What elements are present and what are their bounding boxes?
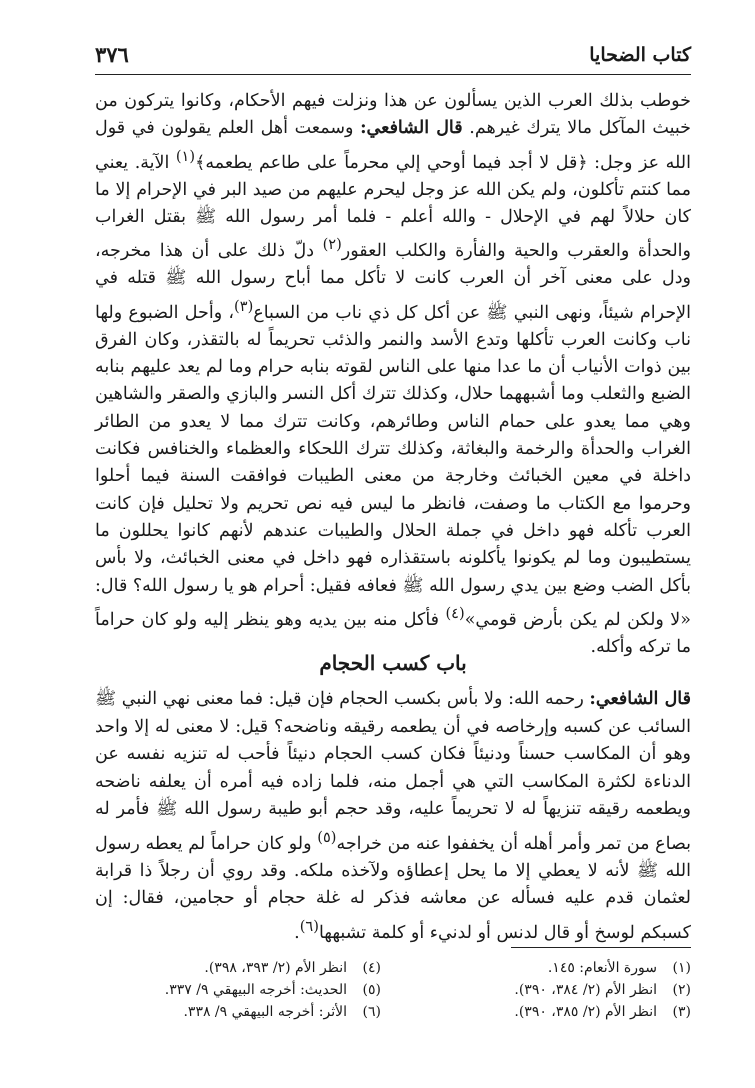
footnote-text: انظر الأم (٢/ ٣٨٤، ٣٩٠). [514, 982, 657, 998]
footnote-column [91, 957, 381, 1023]
footnote-number: (٦) [362, 1004, 381, 1020]
footnote-number: (٢) [672, 982, 691, 998]
page-header [95, 36, 691, 75]
footnote-ref: (٢) [322, 236, 342, 254]
text-run: ولو كان حراماً لم يعطه رسول الله ﷺ لأنه لا يعطي إلا ما يحل إعطاؤه ولآخذه ملكه. وقد روي أن رجلاً ذا قرابة لعثمان قدم عليه فسأله عن معاشه فذكر له غلة حجام أو حجامين، فقال: إن كسبكم لوسخ أو قال لدنس أو لدنيء أو كلمة تشبهها [95, 833, 691, 943]
footnote-ref: (٥) [317, 828, 337, 846]
footnote-text: الحديث: أخرجه البيهقي ٩/ ٣٣٧. [164, 982, 347, 998]
page-number: ٣٧٦ [95, 42, 129, 67]
text-run: وسمعت أهل العلم يقولون في قول الله عز وجل: ﴿قل لا أجد فيما أوحي إلي محرماً على طاعم يطعمه﴾ [95, 118, 691, 173]
footnote [91, 979, 381, 1001]
footnote-number: (٥) [362, 982, 381, 998]
footnote [401, 957, 691, 979]
footnote-number: (٣) [672, 1004, 691, 1020]
paragraph [95, 686, 691, 947]
text-run: الآية. يعني مما كنتم تأكلون، ولم يكن الله عز وجل ليحرم عليهم من صيد البر في الإحرام إلا ما كان حلالاً لهم في الإحلال - والله أعلم - فلما أمر رسول الله ﷺ بقتل الغراب والحدأة والعقرب والحية والفأرة والكلب العقور [95, 152, 691, 262]
footnote-ref: (٣) [234, 297, 254, 315]
text-run: رحمه الله: ولا بأس بكسب الحجام فإن قيل: فما معنى نهي النبي ﷺ السائب عن كسبه وإرخاصه في أن يطعمه رقيقه وناضحه؟ قيل: لا معنى له إلا واحد وهو أن المكاسب حسناً ودنيئاً فكان كسب الحجام دنيئاً فأحب له تنزيه نفسه عن الدناءة لكثرة المكاسب التي هي أجمل منه، فلما زاده فيه أمره أن يعلفه ناضحه ويطعمه رقيقه تنزيهاً له لا تحريماً عليه، وقد حجم أبو طيبة رسول الله ﷺ فأمر له بصاع من تمر وأمر أهله أن يخففوا عنه من خراجه [95, 689, 691, 854]
footnote-text: انظر الأم (٢/ ٣٨٥، ٣٩٠). [514, 1004, 657, 1020]
speaker-label: قال الشافعي: [589, 689, 691, 709]
main-text-section [95, 88, 691, 661]
text-run: فأكل منه بين يديه وهو ينظر إليه ولو كان حراماً ما تركه وأكله. [95, 609, 691, 657]
footnote-column [401, 957, 691, 1023]
text-run: ، وأحل الضبوع ولها ناب وكانت العرب تأكلها وتدع الأسد والنمر والذئب تحريماً له بالتقذر، وكان الفرق بين ذوات الأنياب أن ما عدا منها على الناس لقوته بنابه حرام وما لم يعد عليهم بنابه الضبع والثعلب وما أشبههما حلال، وكذلك تترك أكل النسر والبازي والصقر والشاهين وهي مما يعدو على حمام الناس وطائرهم، وكانت تترك مما لا يعدو من الطائر الغراب والحدأة والرخمة والبغاثة، وكذلك تترك اللحكاء والعظماء والخنافس فكانت داخلة في معين الخبائث وخارجة من معنى الطيبات فوافقت السنة فيما أحلوا وحرموا مع الكتاب ما وصفت، فانظر ما ليس فيه نص تحريم ولا تحليل فإن كانت العرب تأكله فهو داخل في جملة الحلال والطيبات عندهم لأنهم كانوا يحللون ما يستطيبون وما لم يكونوا يأكلونه باستقذاره فهو داخل في معنى الخبائث، ولا بأس بأكل الضب وضع بين يدي رسول الله ﷺ فعافه فقيل: أحرام هو يا رسول الله؟ قال: «لا ولكن لم يكن بأرض قومي» [95, 302, 691, 630]
footnote-text: سورة الأنعام: ١٤٥. [547, 960, 657, 976]
chapter-text-section [95, 686, 691, 947]
speaker-label: قال الشافعي: [360, 118, 463, 139]
footnote [91, 1001, 381, 1023]
footnote-text: الأثر: أخرجه البيهقي ٩/ ٣٣٨. [183, 1004, 347, 1020]
chapter-heading: باب كسب الحجام [319, 651, 467, 675]
footnote-ref: (٤) [445, 604, 465, 622]
book-title: كتاب الضحايا [589, 44, 691, 66]
footnote-number: (٤) [362, 960, 381, 976]
text-run: خوطب بذلك العرب الذين يسألون عن هذا ونزلت فيهم الأحكام، وكانوا يتركون من خبيث المآكل مالا يترك غيرهم. [95, 91, 691, 139]
footnote-ref: (٦) [299, 917, 319, 935]
text-run: . [294, 922, 300, 943]
footnotes [95, 957, 691, 1037]
footnote [401, 979, 691, 1001]
paragraph [95, 88, 691, 661]
footnote-text: انظر الأم (٢/ ٣٩٣، ٣٩٨). [204, 960, 347, 976]
footnote-number: (١) [672, 960, 691, 976]
footnote-divider [511, 947, 691, 948]
footnote [401, 1001, 691, 1023]
footnote [91, 957, 381, 979]
text-run: دلّ ذلك على أن هذا مخرجه، ودل على معنى آخر أن العرب كانت لا تأكل مما أباح رسول الله ﷺ قتله في الإحرام شيئاً، ونهى النبي ﷺ عن أكل كل ذي ناب من السباع [95, 241, 691, 323]
footnote-ref: (١) [175, 147, 196, 165]
